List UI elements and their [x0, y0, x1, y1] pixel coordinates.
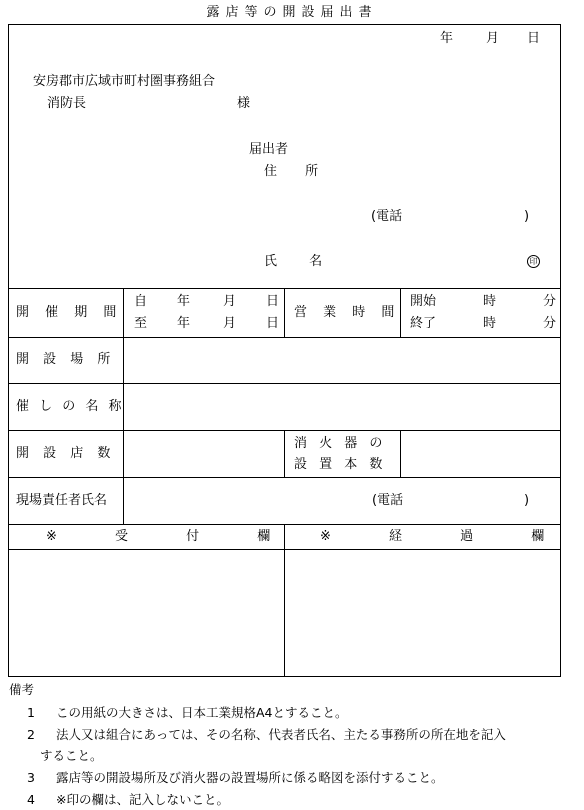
remarks-heading: 備考 [9, 682, 35, 697]
remark-4-num: 4 [27, 792, 35, 807]
rule-2 [8, 337, 561, 338]
addressee-chief: 消防長 [47, 96, 87, 111]
period-to-year: 年 [177, 316, 191, 331]
addressee-org: 安房郡市広域市町村圏事務組合 [33, 74, 216, 89]
extinguisher-label-1: 消 火 器 の [294, 436, 387, 451]
form-title: 露店等の開設届出書 [206, 5, 378, 20]
remark-2-continuation: すること。 [40, 748, 103, 763]
hours-start: 開始 [410, 294, 437, 309]
hours-start-minute: 分 [543, 294, 557, 309]
period-to-month: 月 [223, 316, 237, 331]
extinguisher-label-2: 設 置 本 数 [294, 457, 387, 472]
remark-1-text: この用紙の大きさは、日本工業規格A4とすること。 [56, 705, 348, 720]
event-name-label: 催 し の 名 称 [16, 399, 125, 414]
period-from-year: 年 [177, 294, 191, 309]
period-to: 至 [134, 316, 148, 331]
frame-top [8, 24, 561, 25]
period-from-month: 月 [223, 294, 237, 309]
date-day-label: 日 [527, 31, 541, 46]
hours-end-hour: 時 [483, 316, 497, 331]
hours-label: 営 業 時 間 [294, 305, 401, 320]
notifier-phone-close: ) [524, 209, 530, 224]
vrule-middle-row1 [284, 288, 285, 337]
shop-count-label: 開 設 店 数 [16, 446, 116, 461]
remark-3-text: 露店等の開設場所及び消火器の設置場所に係る略図を添付すること。 [56, 770, 444, 785]
period-label: 開 催 期 間 [16, 305, 123, 320]
remark-2-num: 2 [27, 727, 35, 742]
vrule-bottom-split [284, 524, 285, 676]
remark-4-text: ※印の欄は、記入しないこと。 [56, 792, 229, 807]
manager-phone-close: ) [524, 493, 530, 508]
notifier-name-label: 氏 名 [264, 254, 337, 269]
vrule-extinguisher-label [400, 430, 401, 477]
seal-icon: 印 [527, 255, 540, 268]
reception-header: ※ 受 付 欄 [46, 529, 291, 544]
extinguisher-value[interactable] [408, 447, 553, 463]
rule-5 [8, 477, 561, 478]
hours-end-minute: 分 [543, 316, 557, 331]
remark-2-text: 法人又は組合にあっては、その名称、代表者氏名、主たる事務所の所在地を記入 [56, 727, 506, 742]
shop-count-value[interactable] [130, 447, 278, 463]
notifier-phone-open: (電話 [371, 209, 403, 224]
date-month-label: 月 [486, 31, 500, 46]
period-to-day: 日 [266, 316, 280, 331]
vrule-middle-row5 [284, 430, 285, 477]
frame-bottom [8, 676, 561, 677]
event-name-value[interactable] [130, 400, 550, 416]
rule-3 [8, 383, 561, 384]
frame-left [8, 24, 9, 676]
place-value[interactable] [130, 353, 550, 369]
place-label: 開 設 場 所 [16, 352, 116, 367]
notifier-label: 届出者 [249, 142, 289, 157]
addressee-honorific: 様 [237, 96, 251, 111]
manager-label: 現場責任者氏名 [16, 493, 108, 508]
hours-end: 終了 [410, 316, 437, 331]
manager-phone-open: (電話 [372, 493, 404, 508]
date-year-label: 年 [440, 31, 454, 46]
notifier-address-label: 住 所 [264, 164, 331, 179]
period-from-day: 日 [266, 294, 280, 309]
progress-header: ※ 経 過 欄 [320, 529, 565, 544]
frame-right [560, 24, 561, 676]
hours-start-hour: 時 [483, 294, 497, 309]
remark-3-num: 3 [27, 770, 35, 785]
period-from: 自 [134, 294, 148, 309]
remark-1-num: 1 [27, 705, 35, 720]
